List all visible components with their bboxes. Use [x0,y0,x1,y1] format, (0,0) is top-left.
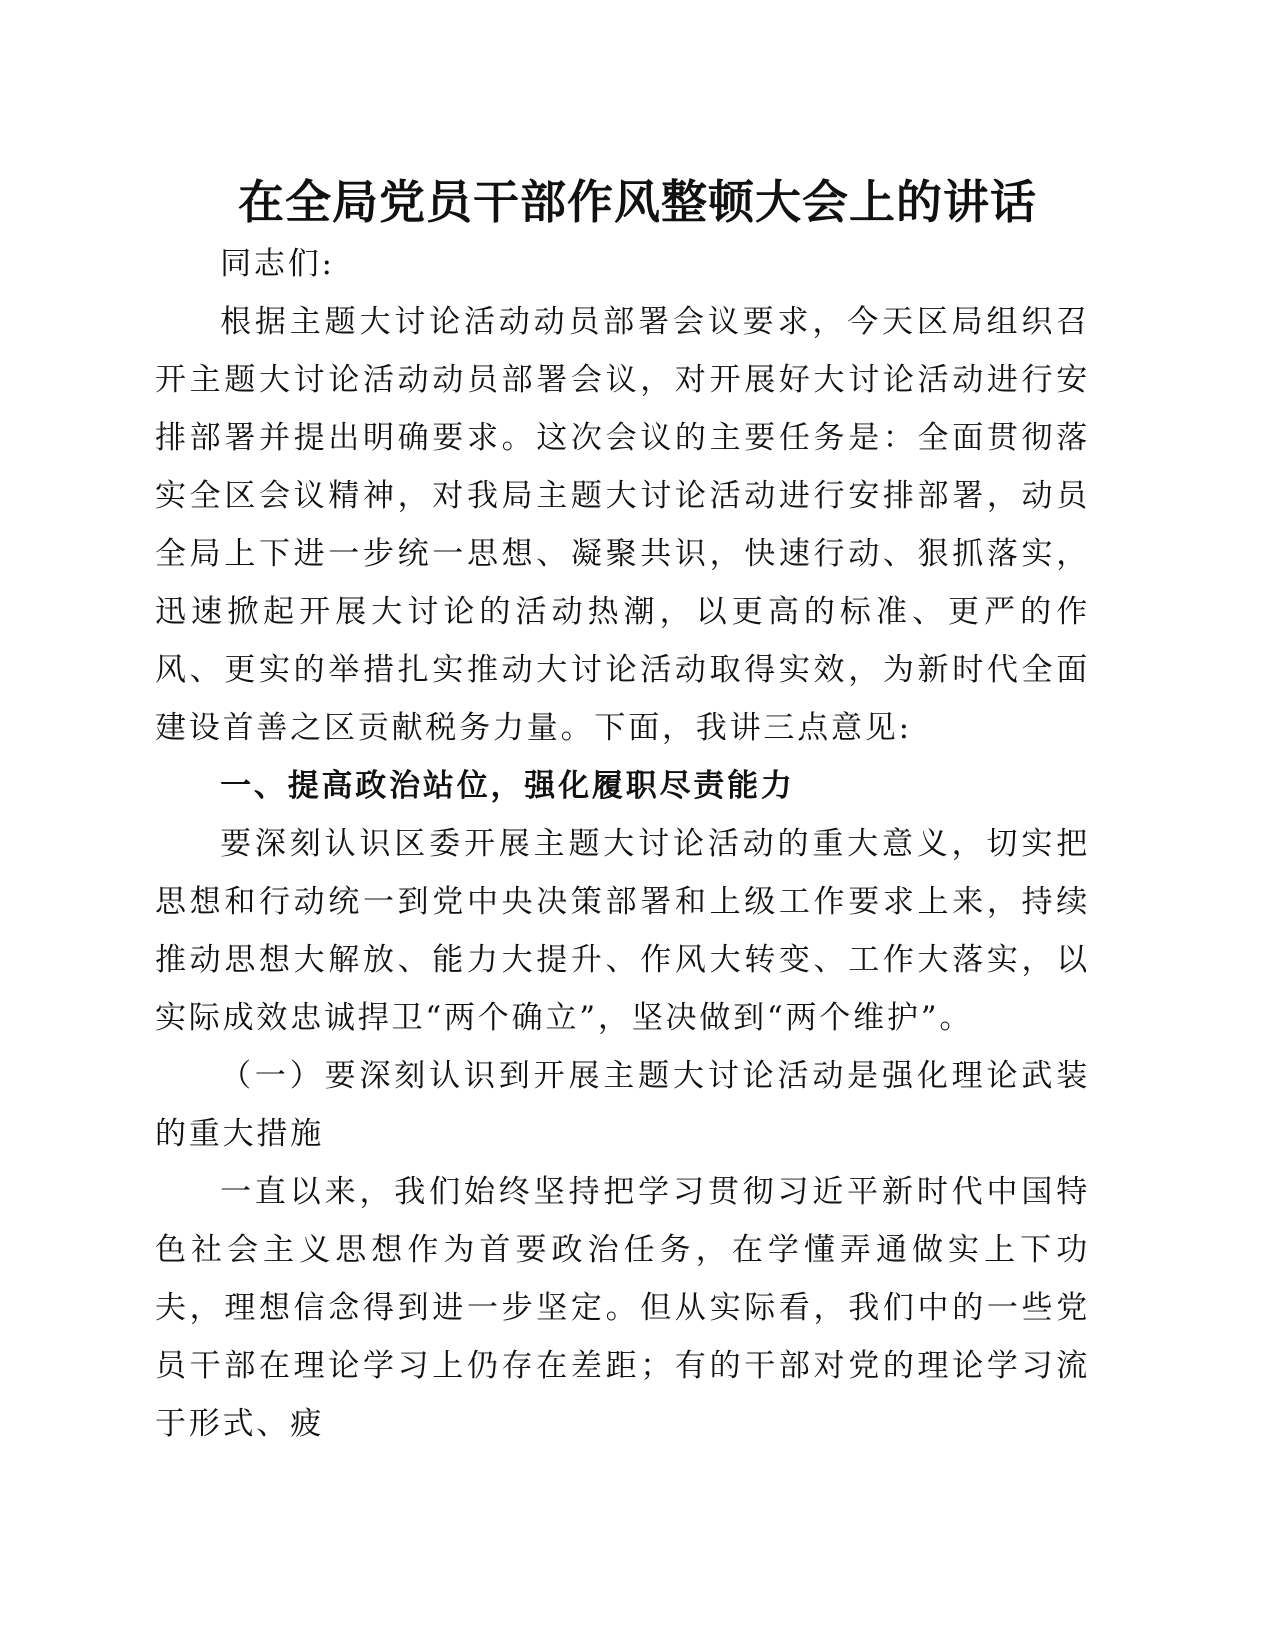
document-body [155,235,1090,1453]
subsection-heading-1: （一）要深刻认识到开展主题大讨论活动是强化理论武装的重大措施 [155,1058,1090,1152]
subsection-1-paragraph: 一直以来，我们始终坚持把学习贯彻习近平新时代中国特色社会主义思想作为首要政治任务，在学懂弄通做实上下功夫，理想信念得到进一步坚定。但从实际看，我们中的一些党员干部在理论学习上仍存在差距；有的干部对党的理论学习流于形式、疲 [155,1174,1090,1442]
section-heading-1: 一、提高政治站位，强化履职尽责能力 [220,768,795,804]
intro-paragraph: 根据主题大讨论活动动员部署会议要求，今天区局组织召开主题大讨论活动动员部署会议，对开展好大讨论活动进行安排部署并提出明确要求。这次会议的主要任务是：全面贯彻落实全区会议精神，对我局主题大讨论活动进行安排部署，动员全局上下进一步统一思想、凝聚共识，快速行动、狠抓落实，迅速掀起开展大讨论的活动热潮，以更高的标准、更严的作风、更实的举措扎实推动大讨论活动取得实效，为新时代全面建设首善之区贡献税务力量。下面，我讲三点意见: [155,304,1090,746]
document-title: 在全局党员干部作风整顿大会上的讲话 [238,175,1037,229]
salutation: 同志们: [220,246,335,282]
section-1-paragraph: 要深刻认识区委开展主题大讨论活动的重大意义，切实把思想和行动统一到党中央决策部署和上级工作要求上来，持续推动思想大解放、能力大提升、作风大转变、工作大落实，以实际成效忠诚捍卫“两个确立”，坚决做到“两个维护”。 [155,826,1090,1036]
